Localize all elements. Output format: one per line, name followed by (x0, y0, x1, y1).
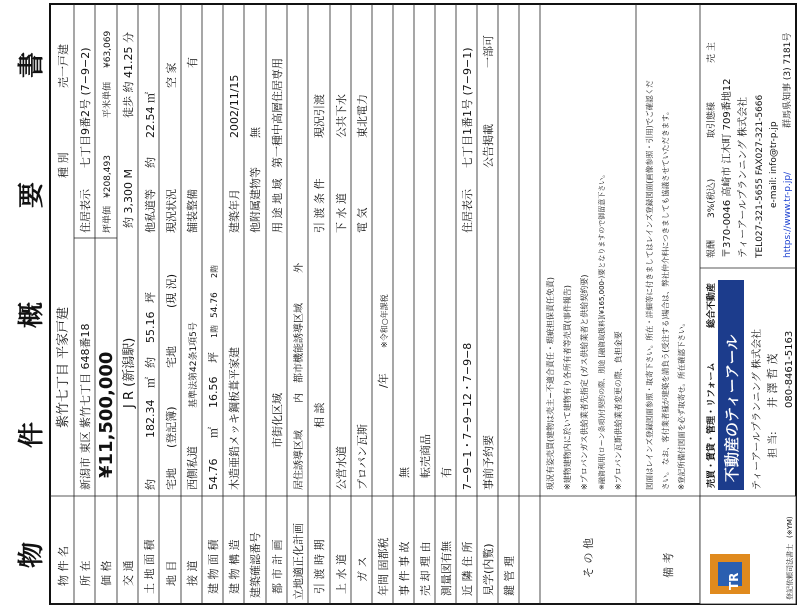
value-floor2: 2階 (210, 264, 219, 278)
title-char: 件 (17, 421, 47, 448)
label-reservation: 見学(内覧) (482, 543, 495, 596)
label-land-area: 土 地 面 積 (143, 539, 156, 594)
value-water: 公営水道 (335, 446, 348, 490)
company-email: e-mail: info@tr-p.jp (769, 121, 779, 208)
label-key: 鍵 管 理 (503, 556, 516, 596)
staff-label: 担 当: (768, 431, 779, 458)
label-other: そ の 他 (582, 538, 595, 578)
labels (56, 523, 675, 600)
label-delivery: 引 渡 時 期 (313, 539, 326, 594)
value-reservation: 事前予約要 (482, 435, 495, 490)
footer-cost: (※YM) (786, 516, 794, 538)
remark-line: さい。 なお、客付業者様が建築を請負う(受注する)場合は、弊社仲介料につきましても協議させていただきます。 (661, 107, 670, 490)
value-delivery-cond: 現況引渡 (313, 94, 326, 138)
label-remarks: 備 考 (662, 552, 675, 578)
value-ground-rent: /年 (377, 373, 390, 388)
table-frame (50, 4, 796, 604)
value-built-label: 建築年月 (228, 189, 241, 233)
value-bldg-tsubo-unit: 坪 (207, 352, 220, 363)
value-bldg-tsubo: 16.56 (207, 376, 220, 408)
value-price: ¥11,500,000 (96, 351, 117, 478)
value-sale-reason: 転売商品 (419, 434, 432, 478)
value-distance: 約 3,300 M (122, 169, 135, 228)
value-sewer: 公共下水 (335, 94, 348, 138)
value-cat-reg-note: (登記簿) (165, 406, 178, 448)
footer-left: 登記依頼司法書士 (786, 544, 794, 600)
value-neighborhood-addr: 七丁目1番1号 (7−9−1) (461, 47, 474, 168)
value-walk: 徒歩 約 41.25 分 (122, 32, 135, 118)
label-neighborhood: 近 隣 住 所 (461, 541, 474, 596)
label-sale-reason: 売 却 理 由 (419, 541, 432, 596)
value-survey: 有 (440, 467, 453, 478)
value-site-plan-out: 外 (294, 263, 305, 273)
value-use-zone-label: 用 途 地 域 (271, 178, 284, 233)
value-use-zone: 第一種中高層住居専用 (271, 58, 284, 168)
brand-tagline: 売買・賃貸・管理・リフォーム (707, 362, 717, 488)
value-attached-label: 他附属建物等 (249, 167, 262, 233)
value-floor1-sqm: 54.76 (210, 292, 220, 318)
value-current-status: 空 家 (165, 62, 178, 88)
title-char: 物 (17, 541, 47, 568)
commission: 3%(税込) (707, 178, 717, 218)
value-land-sqm: 182.34 (144, 399, 157, 438)
value-ad: 一部可 (482, 35, 495, 68)
label-permit: 建築確認番号 (249, 532, 262, 598)
label-name: 物 件 名 (57, 546, 70, 586)
license: 群馬県知事 (3) 7181号 (783, 32, 793, 128)
label-ground-rent: 年間 固都税 (377, 537, 390, 596)
value-elec-label: 電 気 (356, 207, 369, 233)
value-site-plan-in: 内 (294, 393, 305, 403)
value-ad-label: 公告掲載 (482, 124, 495, 168)
value-private-road-approx: 約 (144, 157, 157, 168)
brand-main: 不動産のティーアール (723, 334, 741, 482)
label-road-access: 接 道 (186, 560, 199, 586)
staff-name: 井 澤 哲 茂 (766, 353, 779, 408)
value-neighborhood-addr-label: 住居表示 (461, 189, 474, 233)
label-water: 上 水 道 (335, 554, 348, 594)
page-title (16, 52, 47, 568)
title-char: 要 (17, 181, 47, 208)
label-gas: ガ ス (356, 556, 369, 582)
note-line: 現況有姿売買(建物は売主−不適合責任・瑕疵担保責任免責) (546, 277, 555, 490)
value-incidents: 無 (398, 467, 411, 478)
label-transport: 交 通 (122, 560, 135, 586)
value-land-tsubo: 55.16 (144, 311, 157, 343)
value-delivery-cond-label: 引 渡 条 件 (313, 178, 326, 233)
value-transport: J R (新潟駅) (122, 337, 137, 408)
company-tel: TEL027-321-5655 FAX027-321-5666 (755, 94, 765, 258)
transaction-label: 取引態様 (707, 101, 717, 138)
label-site-plan: 立地適正化計画 (292, 523, 305, 600)
value-addr-label: 住居表示 (79, 189, 92, 233)
value-structure: 木造亜鉛メッキ鋼板葺平家建 (228, 347, 241, 490)
value-floor1: 1階 (210, 324, 219, 338)
company-block (700, 33, 796, 604)
label-structure: 建 物 構 造 (228, 539, 241, 594)
label-incidents: 事 件 事 故 (398, 541, 411, 596)
staff-company: ティーアールプランニング 株式会社 (752, 328, 763, 490)
value-private-road-sqm: 22.54 ㎡ (144, 92, 157, 138)
note-line: ※プロパンガス供給業者先指定 (ガス供給業者と供給契約要) (580, 274, 589, 490)
value-attached: 無 (249, 127, 262, 138)
value-land-unit: ㎡ (144, 377, 157, 388)
value-bldg-unit: ㎡ (207, 427, 220, 438)
transaction: 売 主 (707, 42, 717, 63)
note-line: ※プロパン瓦斯供給業者変更の際、負担金要 (614, 331, 623, 490)
value-neighborhood: 7−9−1・7−9−12・7−9−8 (461, 342, 474, 490)
label-city-plan: 都 市 計 画 (271, 539, 284, 594)
staff-tel: 080-8461-5163 (784, 330, 795, 408)
value-land-tsubo-approx: 約 (144, 357, 157, 368)
value-bldg-sqm: 54.76 (207, 458, 220, 490)
value-cat-current: 宅地 (165, 346, 178, 368)
value-paving-label: 舗装整備 (186, 189, 199, 233)
commission-label: 報酬 (707, 239, 717, 258)
company-name: ティーアールプランニング 株式会社 (738, 96, 749, 258)
company-url: https://www.tr-p.jp/ (783, 171, 793, 258)
value-sqm-label: 平米単価 (103, 81, 113, 118)
label-location: 所 在 (79, 560, 92, 586)
value-built: 2002/11/15 (228, 74, 241, 138)
label-land-category: 地 目 (165, 560, 178, 586)
value-road-type: 西側私道 (186, 446, 199, 490)
value-tsubo-unit: 坪 (144, 292, 157, 303)
company-postal: 〒370-0046 高崎市 江木町 709番地12 (722, 78, 733, 258)
value-paving: 有 (186, 57, 199, 68)
value-site-plan: 居住誘導区域 (294, 430, 305, 490)
note-line: ※建物建物内に於いて建物有り各所有者等売買(事件報告) (563, 285, 572, 490)
label-price: 価 格 (100, 560, 113, 586)
value-delivery: 相 談 (313, 402, 326, 428)
value-city-plan: 市街化区域 (271, 393, 284, 448)
value-site-plan-city: 都市機能誘導区域 (294, 303, 305, 383)
remark-line: ※登記所備付図面を必ず取寄せ。所在確認下さい。 (677, 318, 686, 490)
value-tsubo-label: 坪単価 (103, 205, 113, 233)
brand-sub: 総合不動産 (707, 282, 717, 328)
title-char: 概 (17, 301, 47, 328)
value-type: 売一戸建 (57, 44, 70, 88)
value-sqm-price: ¥63,069 (103, 30, 113, 68)
value-name: 紫竹七丁目 平家戸建 (56, 306, 71, 428)
value-road-law: 基準法第42条1項5号 (189, 322, 199, 408)
note-line: ※融資利用(ローン条項)付契約の際、別途 [融資取扱料](¥165,000-)要となりますので御留意下さい。 (598, 170, 606, 490)
title-char: 書 (17, 51, 47, 78)
value-addr: 七丁目9番2号 (7−9−2) (79, 47, 92, 168)
value-elec: 東北電力 (356, 94, 369, 138)
value-cat-registered: 宅地 (165, 468, 178, 490)
label-survey: 測量図有無 (440, 541, 453, 596)
company-logo (710, 554, 750, 594)
svg-text:TR: TR (727, 572, 741, 590)
remark-line: 図面はレインズ登録図面参照・取寄下さい。所在・詳細等に付きましてはレインズ登録図面(画像参照・引用)でご確認くだ (645, 80, 654, 490)
value-tsubo-price: ¥208,493 (103, 155, 113, 198)
value-cat-cur-note: (現 況) (165, 273, 178, 308)
value-location: 新潟市 東区 紫竹七丁目 648番18 (79, 323, 92, 490)
value-gas: プロパン瓦斯 (356, 424, 369, 490)
value-sewer-label: 下 水 道 (335, 193, 348, 233)
value-current-status-label: 現況状況 (165, 189, 178, 233)
value-private-road: 他私道等 (144, 189, 157, 233)
values (55, 31, 686, 490)
value-type-label: 種 別 (57, 152, 70, 178)
value-ground-rent-note: ※令和○年課税 (380, 294, 389, 348)
value-land-approx: 約 (144, 479, 157, 490)
label-building-area: 建 物 面 積 (207, 539, 220, 594)
